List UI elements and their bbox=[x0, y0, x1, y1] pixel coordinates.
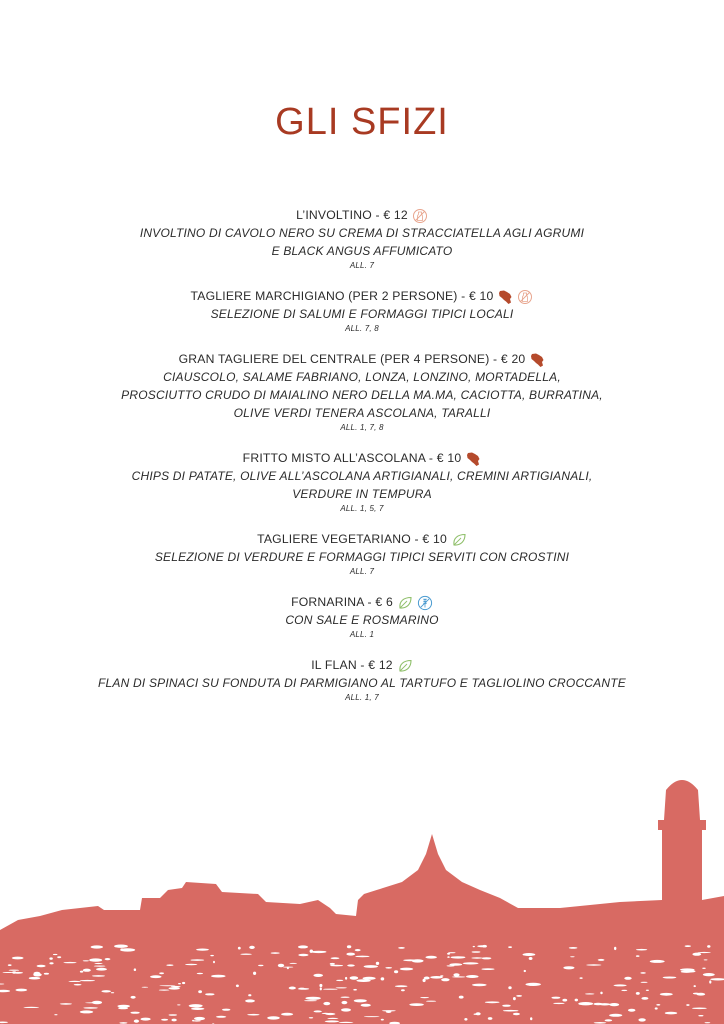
menu-item-name bbox=[257, 531, 467, 548]
menu-item-name bbox=[191, 288, 534, 305]
menu-item-description: PROSCIUTTO CRUDO DI MAIALINO NERO DELLA MA.MA, CACIOTTA, BURRATINA, bbox=[121, 388, 603, 402]
menu-item-name bbox=[243, 450, 482, 467]
menu-item bbox=[0, 530, 724, 577]
menu-item-title: FORNARINA - € 6 bbox=[291, 595, 393, 609]
menu-item bbox=[0, 287, 724, 334]
gluten-free-icon bbox=[417, 595, 433, 611]
menu-item bbox=[0, 593, 724, 640]
menu-item-name bbox=[311, 657, 413, 674]
menu-item-allergens: ALL. 7, 8 bbox=[345, 324, 379, 333]
vegetarian-leaf-icon bbox=[451, 532, 467, 548]
menu-item-description: CIAUSCOLO, SALAME FABRIANO, LONZA, LONZINO, MORTADELLA, bbox=[163, 370, 561, 384]
menu-item-description: CON SALE E ROSMARINO bbox=[285, 613, 439, 627]
menu-item bbox=[0, 206, 724, 271]
no-lactose-icon bbox=[412, 208, 428, 224]
menu-item-description: VERDURE IN TEMPURA bbox=[292, 487, 432, 501]
town-skyline-illustration bbox=[0, 770, 724, 1024]
marche-region-icon bbox=[465, 451, 481, 467]
menu-item-title: TAGLIERE MARCHIGIANO (PER 2 PERSONE) - € 10 bbox=[190, 289, 494, 303]
menu-item-title: FRITTO MISTO ALL’ASCOLANA - € 10 bbox=[242, 451, 462, 465]
page-title: GLI SFIZI bbox=[275, 101, 449, 144]
menu-item-title: IL FLAN - € 12 bbox=[311, 658, 393, 672]
menu-item-title: GRAN TAGLIERE DEL CENTRALE (PER 4 PERSONE) - € 20 bbox=[178, 352, 526, 366]
menu-item-title: L’INVOLTINO - € 12 bbox=[296, 208, 408, 222]
menu-item-description: SELEZIONE DI SALUMI E FORMAGGI TIPICI LOCALI bbox=[210, 307, 514, 321]
vegetarian-leaf-icon bbox=[397, 595, 413, 611]
menu-item-allergens: ALL. 1 bbox=[349, 630, 375, 639]
menu-item-allergens: ALL. 1, 7, 8 bbox=[340, 423, 384, 432]
no-lactose-icon bbox=[517, 289, 533, 305]
marche-region-icon bbox=[529, 352, 545, 368]
menu-item-description: CHIPS DI PATATE, OLIVE ALL’ASCOLANA ARTIGIANALI, CREMINI ARTIGIANALI, bbox=[131, 469, 593, 483]
menu-item-name bbox=[179, 351, 546, 368]
vegetarian-leaf-icon bbox=[397, 658, 413, 674]
menu-item bbox=[0, 350, 724, 433]
menu-item-allergens: ALL. 1, 7 bbox=[345, 693, 379, 702]
menu-item-name bbox=[291, 594, 433, 611]
menu-item-description: OLIVE VERDI TENERA ASCOLANA, TARALLI bbox=[233, 406, 491, 420]
menu-item-description: FLAN DI SPINACI SU FONDUTA DI PARMIGIANO AL TARTUFO E TAGLIOLINO CROCCANTE bbox=[98, 676, 626, 690]
menu-item-description: E BLACK ANGUS AFFUMICATO bbox=[271, 244, 453, 258]
menu-item bbox=[0, 449, 724, 514]
menu-item-allergens: ALL. 1, 5, 7 bbox=[340, 504, 384, 513]
marche-region-icon bbox=[497, 289, 513, 305]
menu-item-name bbox=[296, 207, 428, 224]
menu-list bbox=[0, 206, 724, 719]
menu-item-allergens: ALL. 7 bbox=[349, 567, 375, 576]
menu-item-description: SELEZIONE DI VERDURE E FORMAGGI TIPICI SERVITI CON CROSTINI bbox=[154, 550, 570, 564]
menu-item bbox=[0, 656, 724, 703]
menu-item-allergens: ALL. 7 bbox=[349, 261, 375, 270]
menu-item-description: INVOLTINO DI CAVOLO NERO SU CREMA DI STRACCIATELLA AGLI AGRUMI bbox=[139, 226, 585, 240]
menu-item-title: TAGLIERE VEGETARIANO - € 10 bbox=[257, 532, 447, 546]
